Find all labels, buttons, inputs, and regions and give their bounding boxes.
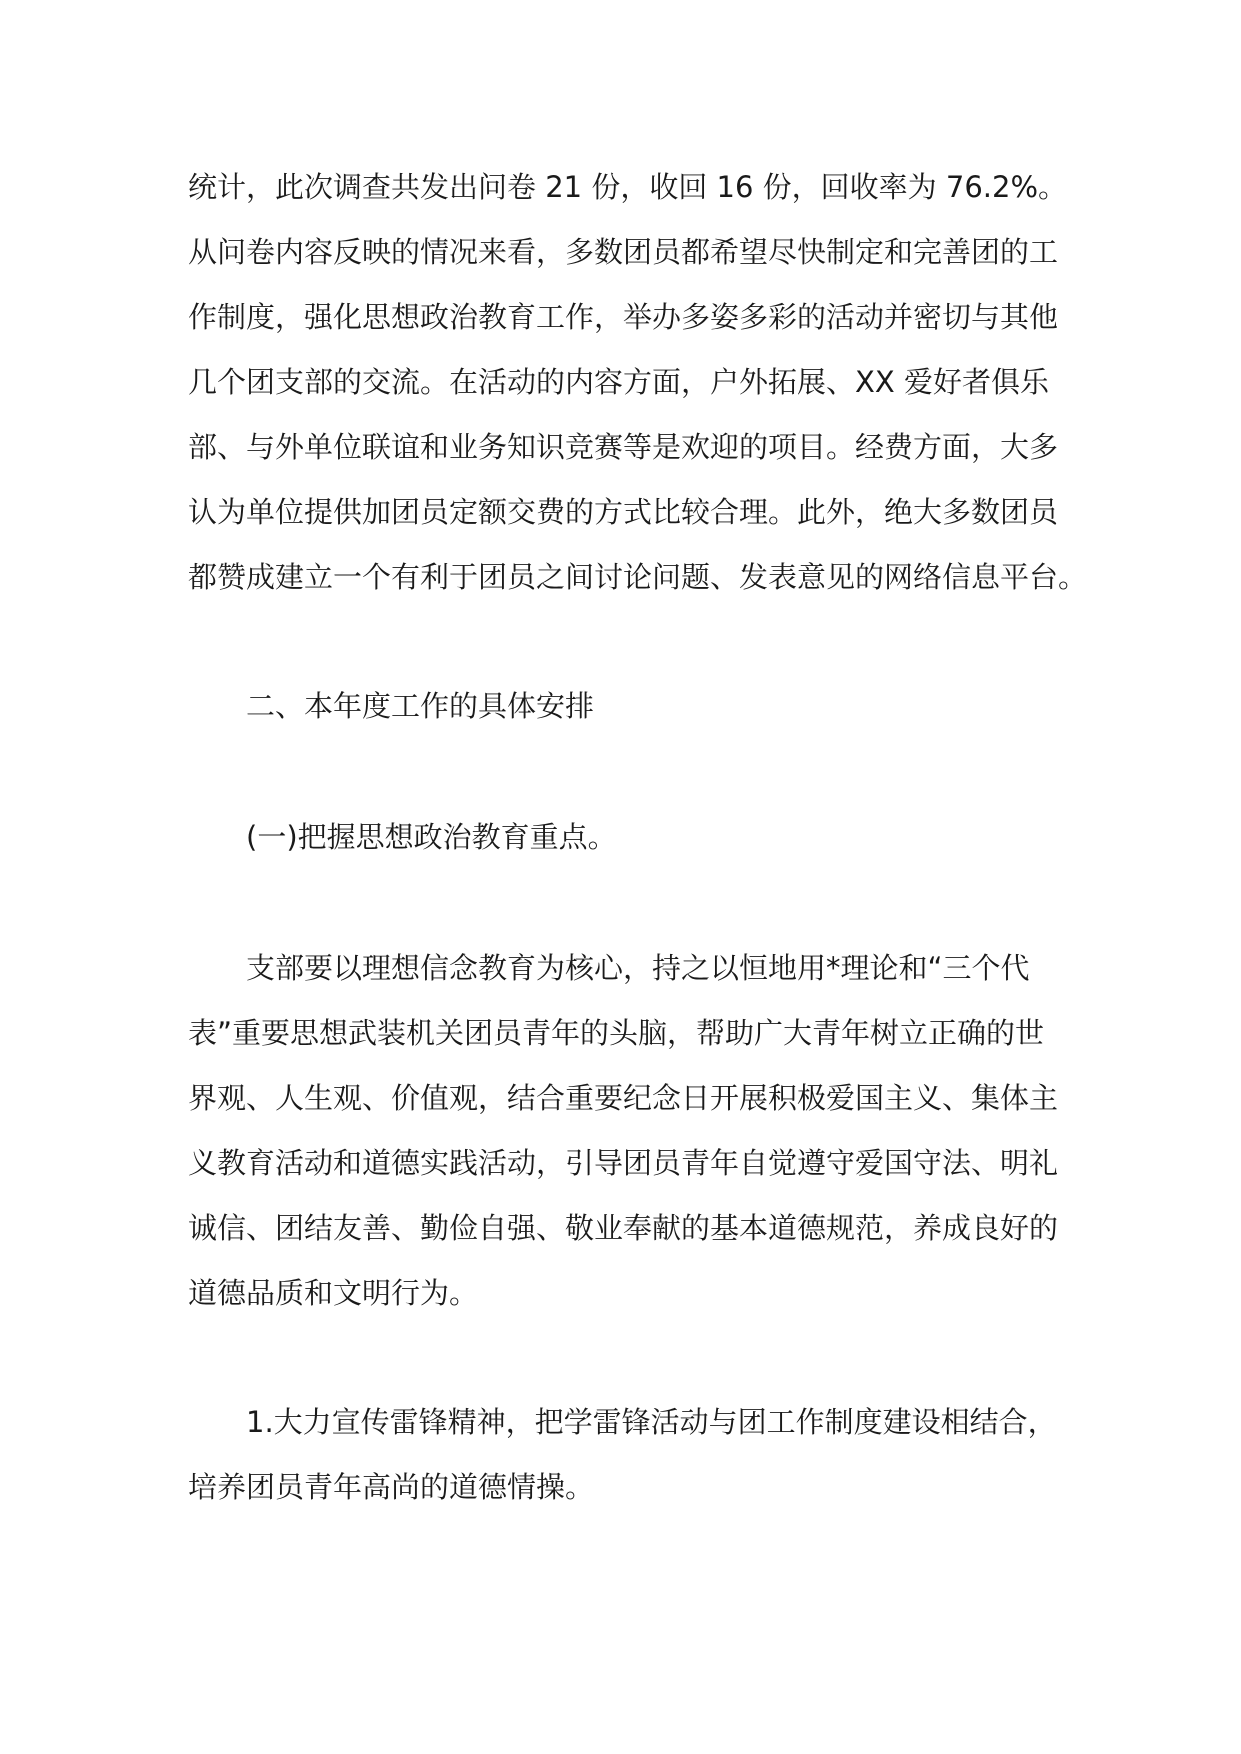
paragraph-survey-summary — [188, 155, 1088, 610]
subsection-heading — [188, 805, 1058, 870]
text-line: 培养团员青年高尚的道德情操。 — [188, 1470, 595, 1504]
text-line: 义教育活动和道德实践活动，引导团员青年自觉遵守爱国守法、明礼 — [188, 1146, 1059, 1180]
text-line: 作制度，强化思想政治教育工作，举办多姿多彩的活动并密切与其他 — [188, 300, 1059, 334]
text-line: 道德品质和文明行为。 — [188, 1276, 479, 1310]
text-line: 认为单位提供加团员定额交费的方式比较合理。此外，绝大多数团员 — [188, 495, 1059, 529]
text-line: 从问卷内容反映的情况来看，多数团员都希望尽快制定和完善团的工 — [188, 235, 1059, 269]
subsection-heading-text: (一)把握思想政治教育重点。 — [246, 820, 617, 854]
section-heading — [188, 674, 1058, 739]
text-line: 表”重要思想武装机关团员青年的头脑，帮助广大青年树立正确的世 — [188, 1016, 1045, 1050]
text-line: 界观、人生观、价值观，结合重要纪念日开展积极爱国主义、集体主 — [188, 1081, 1059, 1115]
paragraph-ideological-education — [188, 936, 1058, 1326]
section-heading-text: 二、本年度工作的具体安排 — [246, 689, 595, 723]
text-line: 几个团支部的交流。在活动的内容方面，户外拓展、XX 爱好者俱乐 — [188, 365, 1049, 399]
text-line: 部、与外单位联谊和业务知识竞赛等是欢迎的项目。经费方面，大多 — [188, 430, 1059, 464]
text-line: 都赞成建立一个有利于团员之间讨论问题、发表意见的网络信息平台。 — [188, 560, 1088, 594]
paragraph-lei-feng-item — [188, 1390, 1058, 1520]
text-line: 统计，此次调查共发出问卷 21 份，收回 16 份，回收率为 76.2%。 — [188, 170, 1068, 204]
text-line: 1.大力宣传雷锋精神，把学雷锋活动与团工作制度建设相结合， — [246, 1405, 1057, 1439]
text-line: 诚信、团结友善、勤俭自强、敬业奉献的基本道德规范，养成良好的 — [188, 1211, 1059, 1245]
text-line: 支部要以理想信念教育为核心，持之以恒地用*理论和“三个代 — [246, 951, 1030, 985]
